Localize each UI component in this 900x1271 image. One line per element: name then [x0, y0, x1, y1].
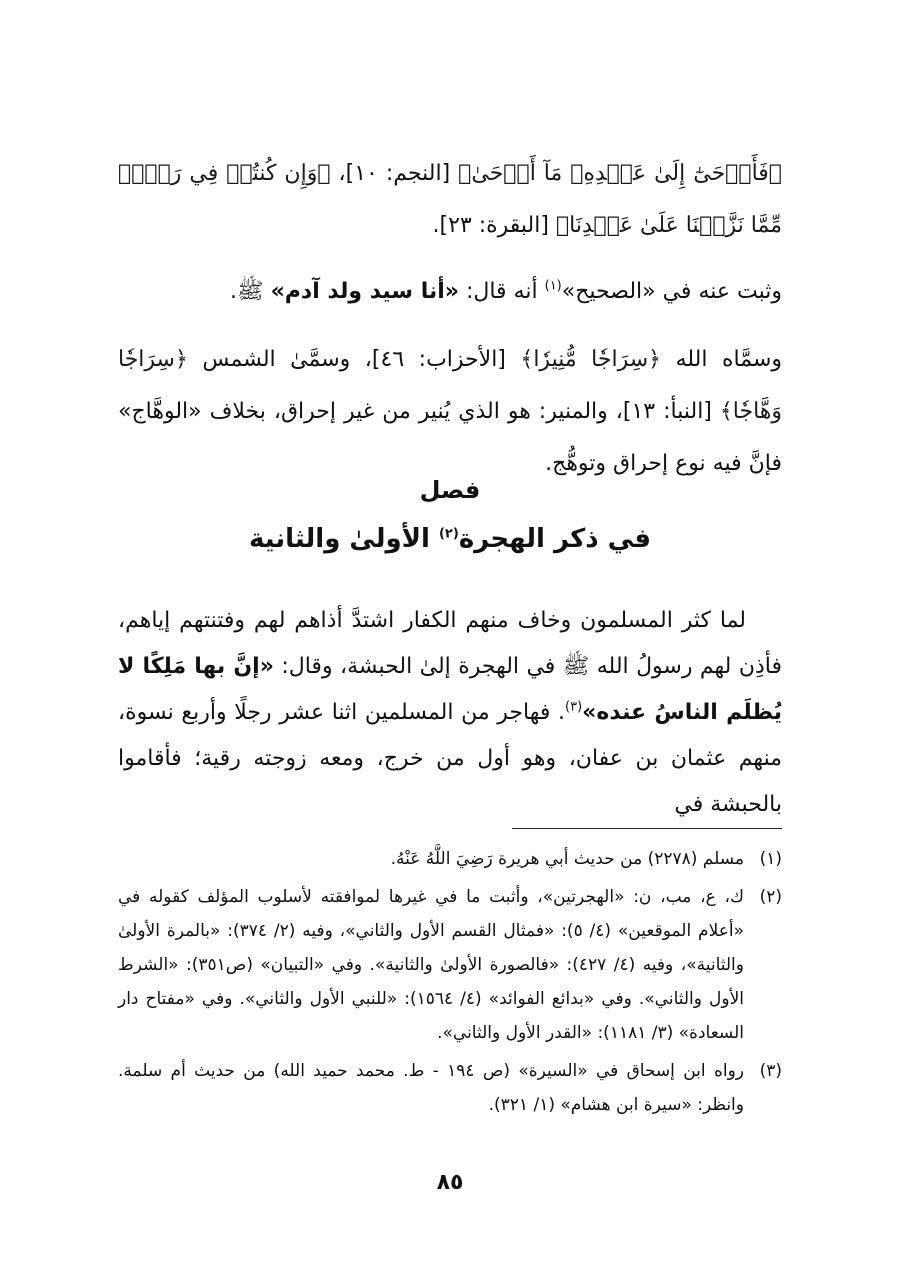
quran-verse: ﴿سِرَاجٗا وَهَّاجٗا﴾ [118, 347, 783, 424]
text-run: [الأحزاب: ٤٦]، وسمَّىٰ الشمس [187, 347, 521, 372]
page-number: ٨٥ [436, 1170, 464, 1195]
footnote-2 [118, 880, 782, 1050]
text-run: ﷺ. [230, 279, 271, 304]
footnote-ref-1[interactable]: (١) [544, 278, 562, 294]
text-run: . فهاجر من المسلمين اثنا عشر رجلًا وأربع نسوة، منهم عثمان بن عفان، وهو أول من خرج، ومعه زوجته رقية؛ فأقاموا بالحبشة في [118, 700, 782, 817]
footnote-ref-3[interactable]: (٣) [565, 699, 583, 715]
intro-section [118, 148, 782, 490]
verse-reference: [البقرة: ٢٣]. [432, 213, 556, 238]
footnote-1 [118, 842, 782, 876]
quran-verse: ﴿سِرَاجٗا مُّنِيرٗا﴾ [520, 347, 662, 372]
footnotes [118, 842, 782, 1126]
footnote-text: مسلم (٢٢٧٨) من حديث أبي هريرة رَضِيَ اللَّهُ عَنْهُ. [390, 849, 744, 869]
text-run: لما كثر المسلمون وخاف منهم الكفار اشتدَّ أذاهم لهم وفتنتهم إياهم، فأذِن لهم رسولُ الله ﷺ في الهجرة إلىٰ الحبشة، وقال: [118, 608, 782, 679]
footnote-number: (٣) [759, 1061, 782, 1081]
paragraph-verses [118, 148, 782, 252]
body-paragraph [118, 598, 782, 828]
text-run: أنه قال: [458, 279, 545, 304]
footnote-number: (٢) [759, 887, 782, 907]
quran-verse: ﴿وَإِن كُنتُمۡ فِي رَيۡبٖ مِّمَّا نَزَّلۡنَا عَلَىٰ عَبۡدِنَا﴾ [118, 161, 782, 238]
footnote-text: ك، ع، مب، ن: «الهجرتين»، وأثبت ما في غيرها لموافقته لأسلوب المؤلف كقوله في «أعلام الموقعين» (٤/ ٥): «فمثال القسم الأول والثاني»، وفيه (٢/ ٣٧٤): «بالمرة الأولىٰ والثانية»، وفيه (٤/ ٤٢٧): «فالصورة الأولىٰ والثانية». وفي «التبيان» (ص٣٥١): «الشرط الأول والثاني». وفي «بدائع الفوائد» (٤/ ١٥٦٤): «للنبي الأول والثاني». وفي «مفتاح دار السعادة» (٣/ ١١٨١): «القدر الأول والثاني». [118, 887, 744, 1043]
verse-reference: [النجم: ١٠]، [330, 161, 459, 186]
text-run: وثبت عنه في «الصحيح» [561, 279, 782, 304]
footnote-3 [118, 1054, 782, 1122]
book-page [118, 0, 782, 1271]
footnote-text: رواه ابن إسحاق في «السيرة» (ص ١٩٤ - ط. محمد حميد الله) من حديث أم سلمة. وانظر: «سيرة ابن هشام» (١/ ٣٢١). [118, 1061, 744, 1115]
footnote-separator [512, 828, 782, 829]
section-title [118, 524, 782, 554]
footnote-ref-2[interactable]: (٢) [438, 526, 459, 542]
text-run: وسمَّاه الله [661, 347, 783, 372]
section-title-text: في ذكر الهجرة [458, 524, 651, 554]
hadith-quote: «إنَّ بها مَلِكًا لا يُظلَم الناسُ عنده» [118, 654, 782, 725]
quran-verse: ﴿فَأَوۡحَىٰٓ إِلَىٰ عَبۡدِهِۦ مَآ أَوۡحَىٰ﴾ [458, 161, 783, 186]
paragraph-siraj [118, 334, 782, 490]
section-title-text: الأولىٰ والثانية [249, 524, 439, 554]
section-label: فصل [419, 476, 481, 504]
paragraph-sahih [118, 266, 782, 318]
hadith-quote: «أنا سيد ولد آدم» [270, 279, 459, 304]
footnote-number: (١) [759, 849, 782, 869]
text-run: [النبأ: ١٣]، والمنير: هو الذي يُنير من غير إحراق، بخلاف «الوهَّاج» فإنَّ فيه نوع إحراق وتوهُّج. [118, 399, 782, 476]
